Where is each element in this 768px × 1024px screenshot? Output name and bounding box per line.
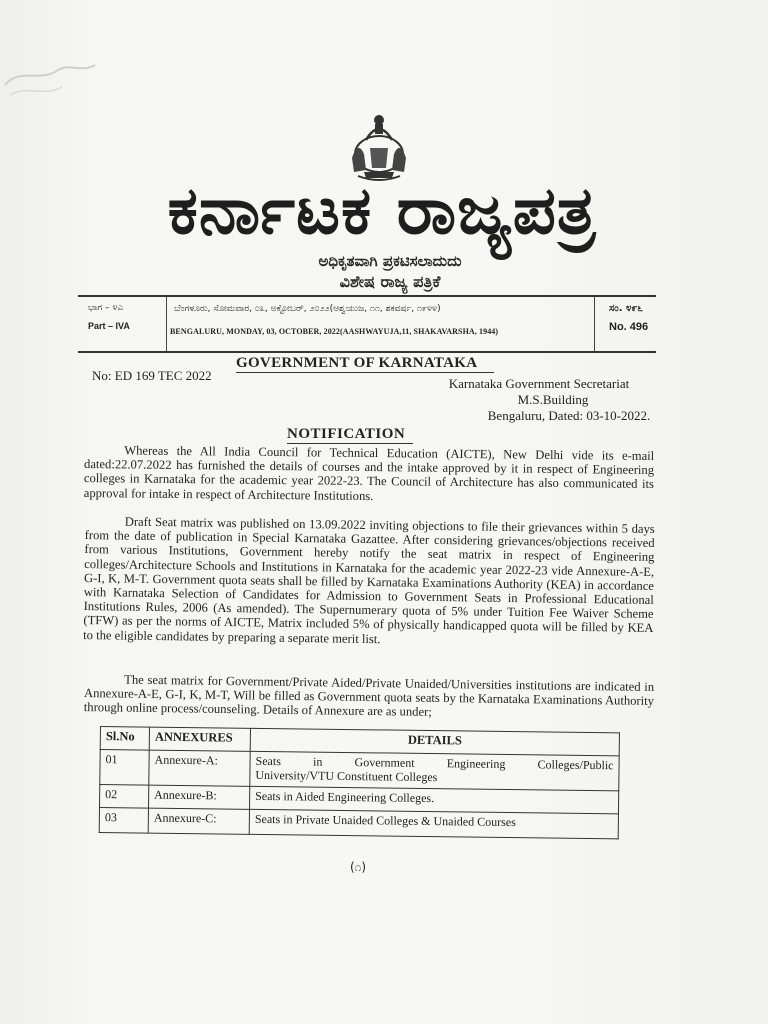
notification-heading-underline	[287, 443, 413, 444]
government-title: GOVERNMENT OF KARNATAKA	[236, 355, 478, 371]
row-annexure: Annexure-A:	[149, 750, 250, 786]
address-date-line: Bengaluru, Dated: 03-10-2022.	[487, 408, 651, 423]
paragraph-3-text: The seat matrix for Government/Private Aided/Private Unaided/Universities institutions are indicated in Annexure-A-E, G-I, K, M-T, Will be filled as Government quota seats by the Karnataka Examinations Authority through online process/counseling. Details of Annexure are as under;	[83, 672, 655, 720]
government-title-underline	[236, 372, 494, 373]
masthead-subtitle-1: ಅಧಿಕೃತವಾಗಿ ಪ್ರಕಟಿಸಲಾದುದು	[318, 252, 462, 270]
date-kannada: ಬೆಂಗಳೂರು, ಸೋಮವಾರ, ೦೩, ಅಕ್ಟೋಬರ್, ೨೦೨೨(ಆಶ್ವಯುಜ, ೧೧, ಶಕವರ್ಷ, ೧೯೪೪)	[174, 304, 441, 314]
torn-edge-mark	[0, 55, 120, 110]
annexure-table	[99, 726, 620, 839]
header-details: DETAILS	[250, 728, 619, 756]
row-annexure: Annexure-B:	[149, 785, 250, 809]
row-slno: 02	[100, 785, 149, 809]
header-slno: Sl.No	[100, 727, 149, 751]
gazette-masthead: ಕರ್ನಾಟಕ ರಾಜ್ಯಪತ್ರ	[167, 172, 597, 249]
order-number: No: ED 169 TEC 2022	[92, 368, 212, 383]
address-line-1: Karnataka Government Secretariat	[448, 376, 630, 391]
address-line-2: M.S.Building	[517, 392, 589, 407]
issue-number-kannada: ಸಂ. ೪೯೬	[609, 303, 643, 314]
header-annexures: ANNEXURES	[149, 727, 250, 751]
table-row	[99, 808, 618, 839]
row-details: Seats in Aided Engineering Colleges.	[249, 786, 618, 814]
part-cell	[78, 297, 167, 351]
row-annexure: Annexure-C:	[148, 808, 249, 834]
page-number: (೧)	[350, 860, 367, 874]
date-english: BENGALURU, MONDAY, 03, OCTOBER, 2022(AASHWAYUJA,11, SHAKAVARSHA, 1944)	[170, 327, 499, 336]
issue-number-cell	[594, 297, 657, 351]
part-english: Part – IVA	[88, 321, 130, 331]
row-details-line-2: University/VTU Constituent Colleges	[255, 767, 438, 785]
paragraph-3	[84, 672, 655, 723]
row-details	[250, 751, 619, 791]
issuing-address	[424, 376, 654, 424]
paragraph-1	[84, 443, 655, 506]
paragraph-2-text: Draft Seat matrix was published on 13.09.2022 inviting objections to file their grievances within 5 days from the date of publication in Special Karnataka Gazattee. After considering grievances/objections received from various Institutions, Government hereby notify the seat matrix in respect of Engineering colleges/Architecture Schools and Institutions in Karnataka for the academic year 2022-23 vide Annexure-A-E, G-I, K, M-T. Government quota seats shall be filled by Karnataka Examinations Authority (KEA) in accordance with Karnataka Selection of Candidates for Admission to Government Seats in Professional Educational Institutions Rules, 2006 (As amended). The Supernumerary quota of 5% under Tuition Fee Waiver Scheme (TFW) as per the norms of AICTE, Matrix included 5% of physically handicapped quota will be filled by KEA to the eligible candidates by preparing a separate merit list.	[83, 514, 655, 646]
notification-heading: NOTIFICATION	[287, 426, 406, 442]
paragraph-2	[83, 514, 655, 650]
paragraph-1-text: Whereas the All India Council for Technical Education (AICTE), New Delhi vide its e-mail dated:22.07.2022 has furnished the details of courses and the intake approved by it in respect of Engineering colleges in Karnataka for the academic year 2022-23. The Council of Architecture has also communicated its approval for intake in respect of Architecture Institutions.	[83, 443, 655, 503]
issue-info-bar	[78, 295, 656, 353]
masthead-subtitle-2: ವಿಶೇಷ ರಾಜ್ಯ ಪತ್ರಿಕೆ	[339, 272, 441, 291]
row-details-line-1: Seats in Government Engineering Colleges/Public	[255, 753, 614, 773]
part-kannada: ಭಾಗ – ೪ಎ	[88, 303, 124, 313]
issue-number-english: No. 496	[609, 321, 649, 333]
row-details: Seats in Private Unaided Colleges & Unaided Courses	[249, 809, 618, 839]
date-cell	[168, 297, 616, 351]
annexure-table-wrapper	[99, 726, 620, 839]
row-slno: 03	[99, 808, 148, 834]
row-slno: 01	[100, 750, 149, 786]
